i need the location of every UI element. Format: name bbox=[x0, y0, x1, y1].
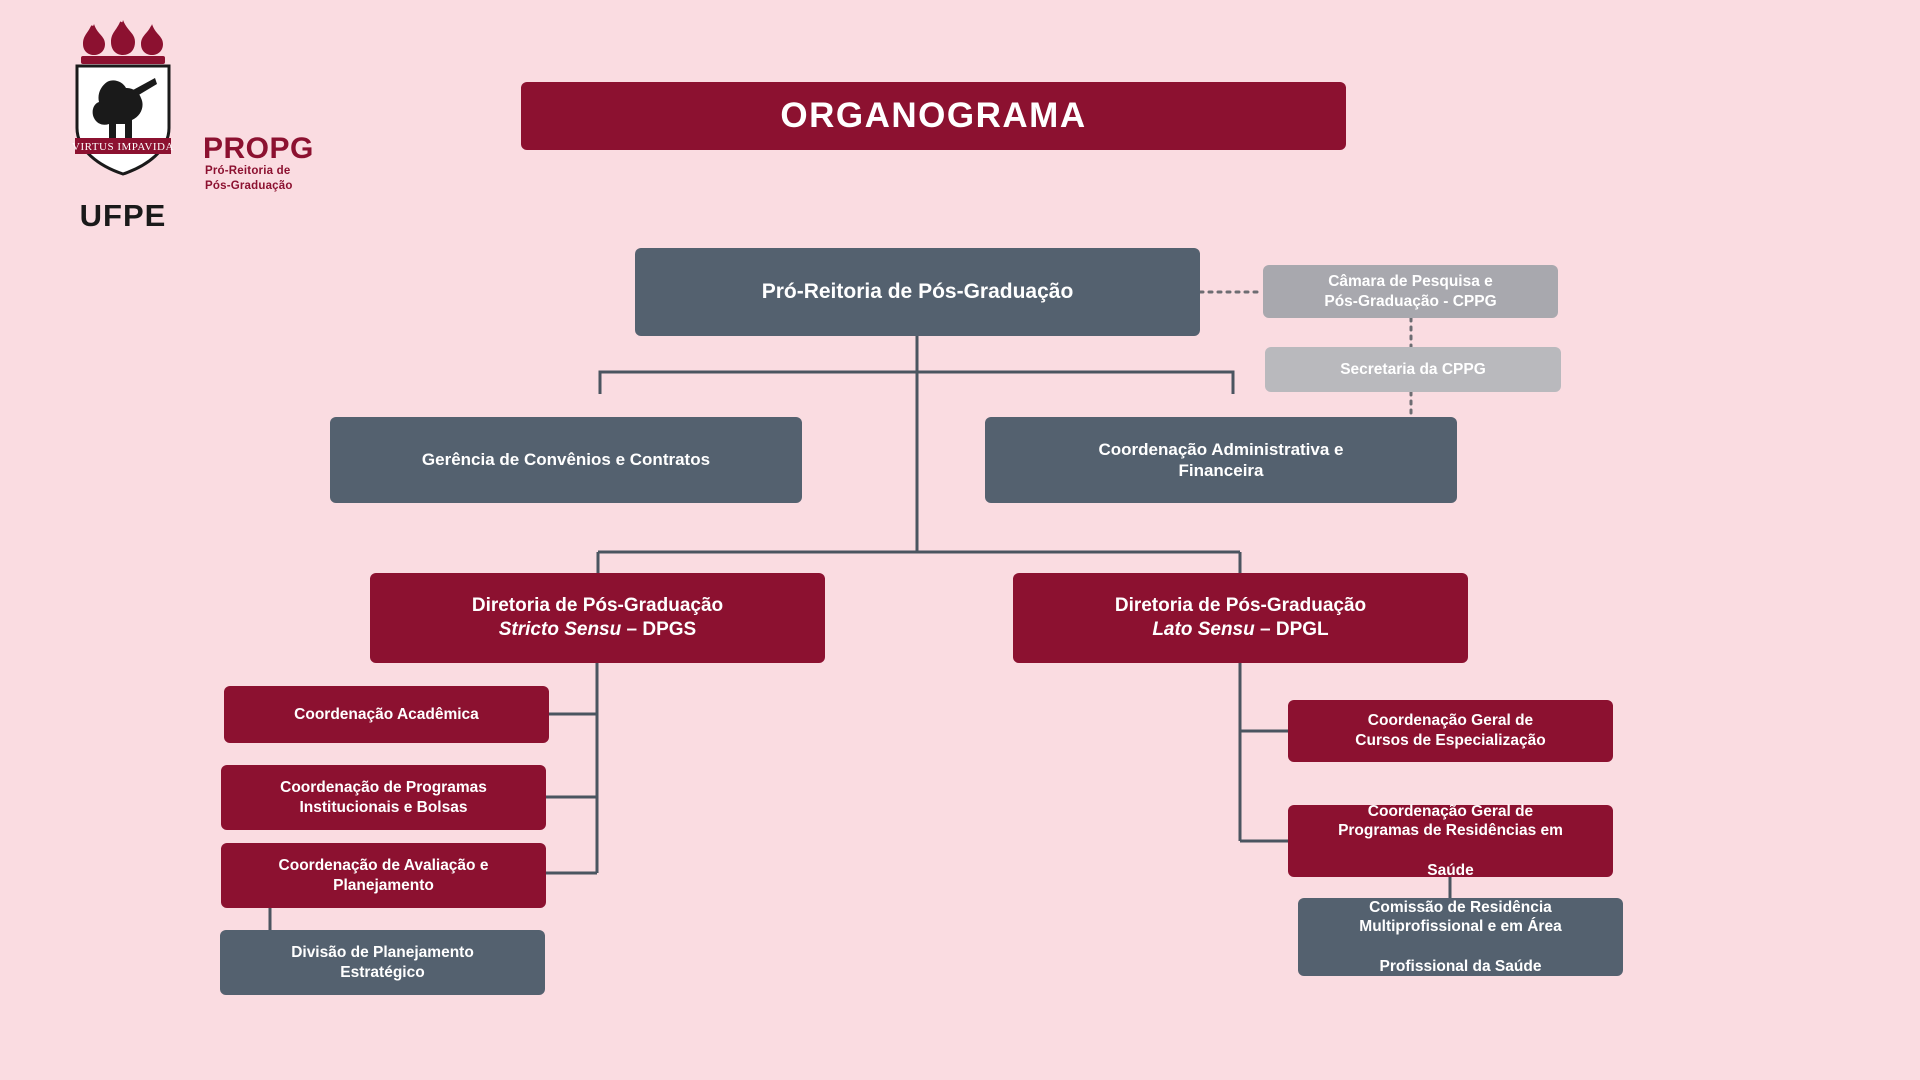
logo-propg-subtitle-line1: Pró-Reitoria de bbox=[205, 165, 291, 177]
node-label-line2-rest: – DPGL bbox=[1254, 619, 1329, 640]
node-label-line3: Saúde bbox=[1427, 861, 1474, 879]
node-label-line1: Comissão de Residência bbox=[1369, 898, 1552, 916]
logo-propg-text: PROPG bbox=[203, 132, 314, 165]
node-coordenacao-geral-cursos-especializacao[interactable] bbox=[1288, 700, 1613, 762]
node-label bbox=[1355, 711, 1545, 750]
node-diretoria-pos-graduacao-stricto-sensu-dpgs[interactable] bbox=[370, 573, 825, 663]
node-label-line1: Diretoria de Pós-Graduação bbox=[471, 595, 724, 617]
node-label-line2: Pós-Graduação - CPPG bbox=[1324, 292, 1497, 310]
svg-text:VIRTUS IMPAVIDA: VIRTUS IMPAVIDA bbox=[72, 141, 174, 153]
node-label-line2: Planejamento bbox=[333, 876, 434, 894]
node-label-line2: Financeira bbox=[1178, 461, 1264, 480]
node-label-line2: Programas de Residências em bbox=[1338, 822, 1563, 840]
node-label-line2: Multiprofissional e em Área bbox=[1359, 918, 1562, 936]
node-label-line2: Cursos de Especialização bbox=[1355, 732, 1546, 749]
node-diretoria-pos-graduacao-lato-sensu-dpgl[interactable] bbox=[1013, 573, 1468, 663]
node-label bbox=[472, 594, 723, 642]
node-label-line1: Coordenação Geral de bbox=[1367, 802, 1534, 820]
node-label-line1: Coordenação de Avaliação e bbox=[278, 856, 489, 874]
node-label bbox=[1324, 272, 1496, 311]
node-label-line2-italic: Stricto Sensu bbox=[498, 619, 622, 640]
node-label bbox=[279, 856, 489, 895]
logo-propg-subtitle-line2: Pós-Graduação bbox=[205, 179, 293, 192]
node-coordenacao-avaliacao-planejamento[interactable] bbox=[221, 843, 546, 908]
node-label-line1: Divisão de Planejamento bbox=[291, 943, 474, 961]
node-label: Pró-Reitoria de Pós-Graduação bbox=[761, 279, 1074, 303]
node-coordenacao-administrativa-financeira[interactable] bbox=[985, 417, 1457, 503]
node-coordenacao-academica[interactable] bbox=[224, 686, 549, 743]
node-label bbox=[280, 778, 487, 817]
node-coordenacao-geral-programas-residencias-saude[interactable] bbox=[1288, 802, 1613, 879]
logo-propg-subtitle bbox=[205, 164, 335, 193]
node-label-line1: Coordenação Geral de bbox=[1367, 712, 1534, 730]
node-label bbox=[291, 943, 474, 982]
node-label-line2-rest: – DPGS bbox=[621, 619, 697, 640]
node-label-line1: Câmara de Pesquisa e bbox=[1328, 272, 1493, 290]
node-label-line2-italic: Lato Sensu bbox=[1152, 619, 1255, 640]
node-label-line3: Profissional da Saúde bbox=[1379, 957, 1542, 975]
logo-ufpe-text: UFPE bbox=[79, 198, 167, 233]
node-label-line1: Coordenação de Programas bbox=[280, 778, 487, 796]
page-title-text: ORGANOGRAMA bbox=[780, 96, 1087, 135]
node-secretaria-cppg[interactable] bbox=[1265, 347, 1561, 392]
node-label bbox=[1099, 439, 1344, 482]
node-label: Gerência de Convênios e Contratos bbox=[421, 450, 711, 470]
node-label: Coordenação Acadêmica bbox=[294, 705, 479, 723]
ufpe-crest-icon bbox=[63, 20, 183, 180]
node-coordenacao-programas-institucionais-bolsas[interactable] bbox=[221, 765, 546, 830]
node-label bbox=[1115, 594, 1366, 642]
ufpe-propg-logo bbox=[48, 14, 328, 233]
node-divisao-planejamento-estrategico[interactable] bbox=[220, 930, 545, 995]
node-label-line2: Estratégico bbox=[340, 963, 425, 981]
node-camara-pesquisa-pos-graduacao-cppg[interactable] bbox=[1263, 265, 1558, 318]
node-pro-reitoria-pos-graduacao[interactable] bbox=[635, 248, 1200, 336]
page-title bbox=[521, 82, 1346, 150]
node-label-line1: Coordenação Administrativa e bbox=[1098, 439, 1344, 459]
node-comissao-residencia-multiprofissional[interactable] bbox=[1298, 898, 1623, 976]
node-label: Secretaria da CPPG bbox=[1340, 360, 1486, 378]
node-label-line1: Diretoria de Pós-Graduação bbox=[1114, 595, 1367, 617]
node-gerencia-convenios-contratos[interactable] bbox=[330, 417, 802, 503]
node-label bbox=[1359, 898, 1561, 976]
node-label bbox=[1338, 802, 1563, 880]
node-label-line2: Institucionais e Bolsas bbox=[299, 798, 468, 816]
